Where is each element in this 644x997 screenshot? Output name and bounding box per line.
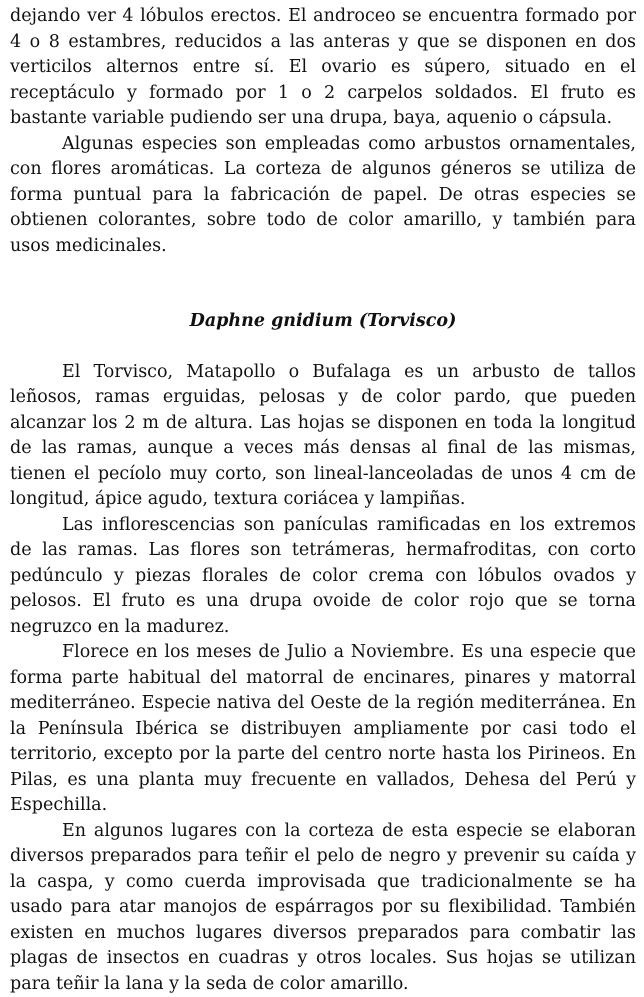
document-page (10, 4, 636, 997)
paragraph-description: El Torvisco, Matapollo o Bufalaga es un arbusto de tallos leñosos, ramas erguidas, pelosas y de color pardo, que pueden alcanzar los 2 m de altura. Las hojas se disponen en toda la longitud de las ramas, aunque a veces más densas al final de las mismas, tienen el pecíolo muy corto, son lineal-lanceoladas de unos 4 cm de longitud, ápice agudo, textura coriácea y lampiñas. (10, 360, 636, 513)
paragraph-uses: Algunas especies son empleadas como arbustos ornamentales, con flores aromáticas. La corteza de algunos géneros se utiliza de forma puntual para la fabricación de papel. De otras especies se obtienen colorantes, sobre todo de color amarillo, y también para usos medicinales. (10, 132, 636, 260)
paragraph-continuation: dejando ver 4 lóbulos erectos. El androceo se encuentra formado por 4 o 8 estambres, reducidos a las anteras y que se disponen en dos verticilos alternos entre sí. El ovario es súpero, situado en el receptáculo y formado por 1 o 2 carpelos soldados. El fruto es bastante variable pudiendo ser una drupa, baya, aquenio o cápsula. (10, 4, 636, 132)
paragraph-traditional-uses: En algunos lugares con la corteza de esta especie se elaboran diversos preparados para teñir el pelo de negro y prevenir su caída y la caspa, y como cuerda improvisada que tradicionalmente se ha usado para atar manojos de espárragos por su flexibilidad. También existen en muchos lugares diversos preparados para combatir las plagas de insectos en cuadras y otros locales. Sus hojas se utilizan para teñir la lana y la seda de color amarillo. (10, 819, 636, 997)
paragraph-inflorescences: Las inflorescencias son panículas ramificadas en los extremos de las ramas. Las flores son tetrámeras, hermafroditas, con corto pedúnculo y piezas florales de color crema con lóbulos ovados y pelosos. El fruto es una drupa ovoide de color rojo que se torna negruzco en la madurez. (10, 513, 636, 641)
section-heading: Daphne gnidium (Torvisco) (10, 309, 636, 335)
paragraph-distribution: Florece en los meses de Julio a Noviembre. Es una especie que forma parte habitual del matorral de encinares, pinares y matorral mediterráneo. Especie nativa del Oeste de la región mediterránea. En la Península Ibérica se distribuyen ampliamente por casi todo el territorio, excepto por la parte del centro norte hasta los Pirineos. En Pilas, es una planta muy frecuente en vallados, Dehesa del Perú y Espechilla. (10, 640, 636, 819)
